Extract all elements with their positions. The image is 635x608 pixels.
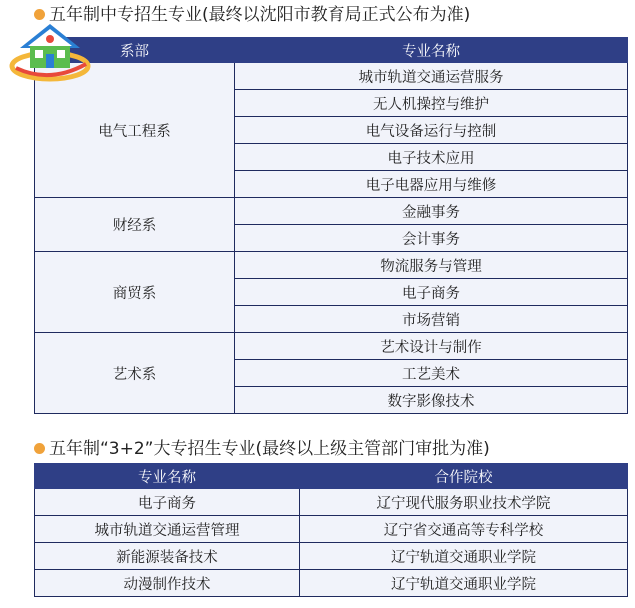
department-cell: 艺术系	[35, 333, 235, 414]
major-cell: 电子电器应用与维修	[235, 171, 628, 198]
major-cell: 物流服务与管理	[235, 252, 628, 279]
major-cell: 动漫制作技术	[35, 570, 300, 597]
college-cell: 辽宁省交通高等专科学校	[300, 516, 628, 543]
college-majors-table	[34, 463, 628, 597]
header-partner-college: 合作院校	[300, 464, 628, 489]
table-row	[35, 198, 628, 225]
major-cell: 数字影像技术	[235, 387, 628, 414]
table-row	[35, 516, 628, 543]
header-department: 系部	[35, 38, 235, 63]
secondary-majors-table	[34, 37, 628, 414]
table-header-row	[35, 38, 628, 63]
table-row	[35, 63, 628, 90]
department-cell: 商贸系	[35, 252, 235, 333]
major-cell: 金融事务	[235, 198, 628, 225]
major-cell: 电子技术应用	[235, 144, 628, 171]
orange-dot-icon	[34, 443, 45, 454]
school-house-logo-icon	[8, 18, 92, 84]
college-cell: 辽宁轨道交通职业学院	[300, 543, 628, 570]
major-cell: 城市轨道交通运营管理	[35, 516, 300, 543]
major-cell: 市场营销	[235, 306, 628, 333]
section1-title: 五年制中专招生专业(最终以沈阳市教育局正式公布为准)	[34, 4, 470, 26]
table-row	[35, 252, 628, 279]
table-row	[35, 333, 628, 360]
department-cell: 电气工程系	[35, 63, 235, 198]
college-cell: 辽宁现代服务职业技术学院	[300, 489, 628, 516]
major-cell: 电子商务	[35, 489, 300, 516]
major-cell: 城市轨道交通运营服务	[235, 63, 628, 90]
major-cell: 无人机操控与维护	[235, 90, 628, 117]
major-cell: 新能源装备技术	[35, 543, 300, 570]
header-major: 专业名称	[235, 38, 628, 63]
section2-title: 五年制“3+2”大专招生专业(最终以上级主管部门审批为准)	[34, 438, 490, 460]
major-cell: 工艺美术	[235, 360, 628, 387]
table-header-row	[35, 464, 628, 489]
college-cell: 辽宁轨道交通职业学院	[300, 570, 628, 597]
header-major: 专业名称	[35, 464, 300, 489]
major-cell: 会计事务	[235, 225, 628, 252]
major-cell: 电子商务	[235, 279, 628, 306]
table-row	[35, 543, 628, 570]
department-cell: 财经系	[35, 198, 235, 252]
major-cell: 电气设备运行与控制	[235, 117, 628, 144]
table-row	[35, 570, 628, 597]
major-cell: 艺术设计与制作	[235, 333, 628, 360]
table-row	[35, 489, 628, 516]
